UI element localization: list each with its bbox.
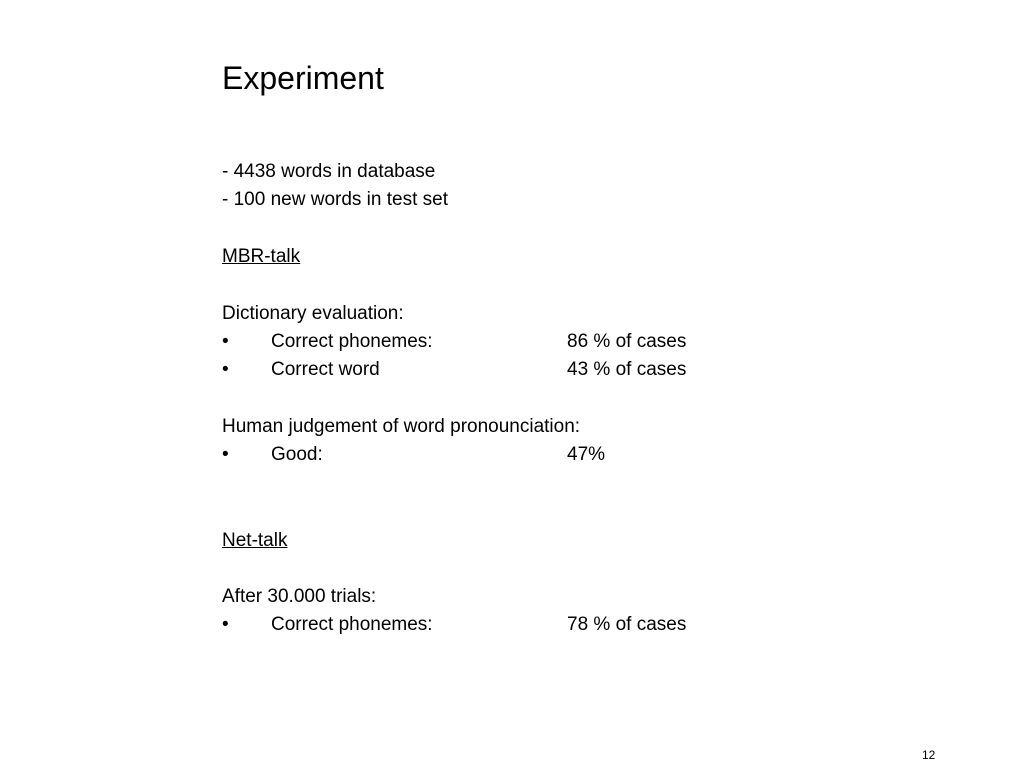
dictionary-item-phonemes bbox=[222, 330, 742, 354]
bullet-icon: • bbox=[222, 331, 229, 352]
item-label: Correct phonemes: bbox=[271, 331, 433, 352]
human-item-good bbox=[222, 443, 742, 467]
mbr-talk-heading: MBR-talk bbox=[222, 246, 301, 267]
test-set-line: - 100 new words in test set bbox=[222, 189, 448, 210]
item-label: Good: bbox=[271, 444, 323, 465]
human-judgement-label: Human judgement of word pronounciation: bbox=[222, 416, 581, 437]
slide-title: Experiment bbox=[222, 60, 384, 96]
item-value: 78 % of cases bbox=[567, 614, 687, 635]
item-value: 86 % of cases bbox=[567, 331, 687, 352]
item-label: Correct word bbox=[271, 359, 380, 380]
item-value: 47% bbox=[567, 444, 606, 465]
page-number: 12 bbox=[922, 748, 936, 762]
bullet-icon: • bbox=[222, 444, 229, 465]
dictionary-item-word bbox=[222, 358, 742, 382]
net-talk-heading: Net-talk bbox=[222, 530, 288, 551]
database-line: - 4438 words in database bbox=[222, 161, 436, 182]
item-label: Correct phonemes: bbox=[271, 614, 433, 635]
trials-label: After 30.000 trials: bbox=[222, 586, 377, 607]
bullet-icon: • bbox=[222, 614, 229, 635]
trials-item-phonemes bbox=[222, 613, 742, 637]
bullet-icon: • bbox=[222, 359, 229, 380]
item-value: 43 % of cases bbox=[567, 359, 687, 380]
dictionary-evaluation-label: Dictionary evaluation: bbox=[222, 303, 404, 324]
